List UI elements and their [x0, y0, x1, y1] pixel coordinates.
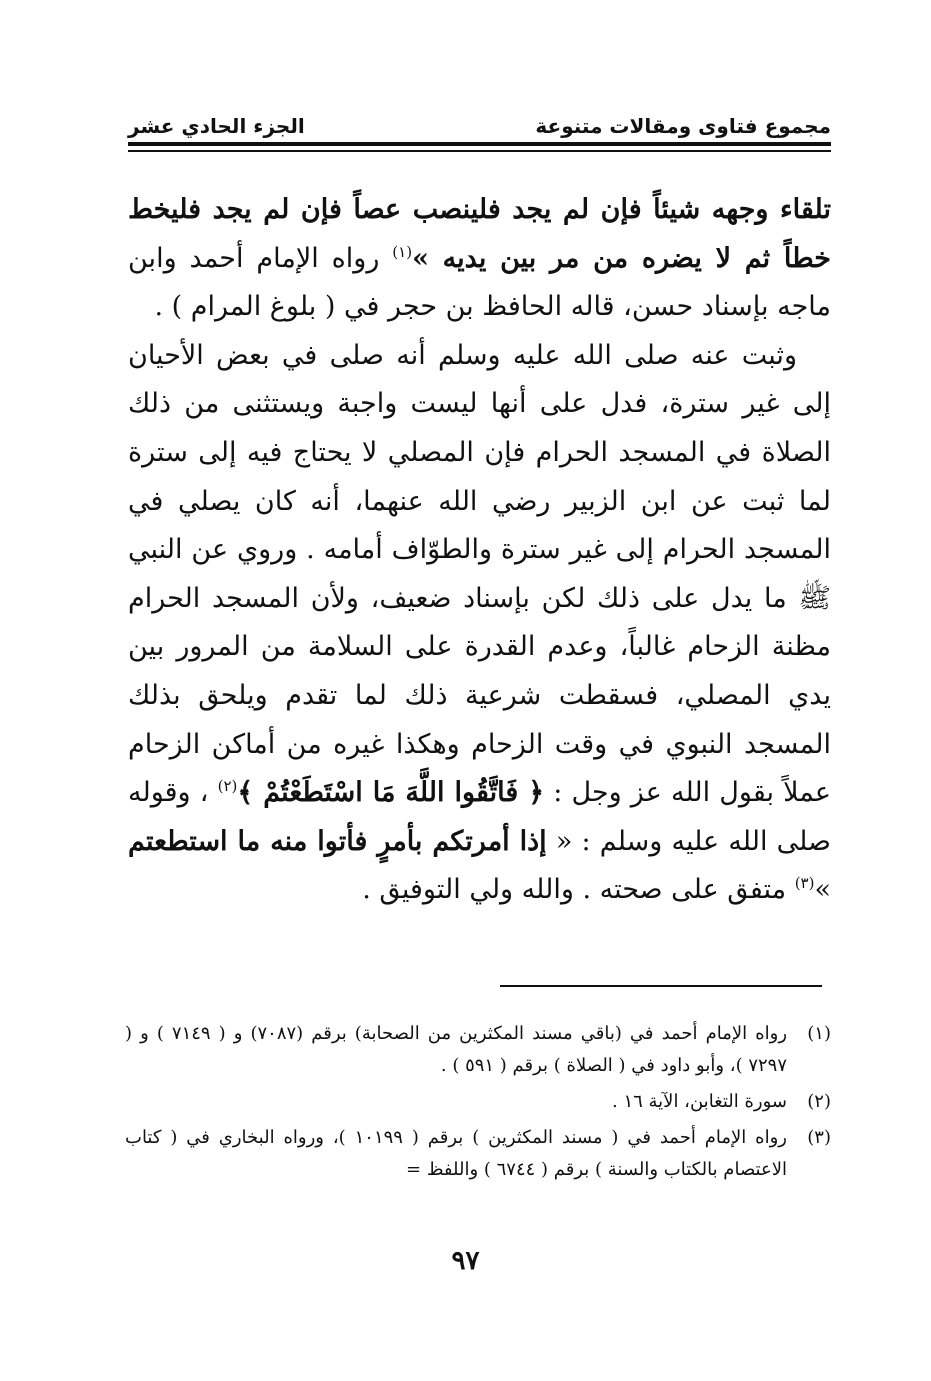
hadith-text-2: إذا أمرتكم بأمرٍ فأتوا منه ما استطعتم [128, 825, 547, 857]
paragraph-1 [128, 186, 831, 332]
main-text [128, 186, 831, 915]
paragraph-2-text-b: ، وقوله صلى الله عليه وسلم : « [128, 777, 831, 857]
footnote-ref-3: (٣) [794, 874, 815, 893]
header-rule-thin [128, 150, 831, 152]
footnote-item [125, 1086, 831, 1118]
footnote-text: رواه الإمام أحمد في ( مسند المكثرين ) برقم ( ١٠١٩٩ )، ورواه البخاري في ( كتاب الاعتصام بالكتاب والسنة ) برقم ( ٦٧٤٤ ) واللفظ = [125, 1127, 787, 1180]
footnote-item [125, 1122, 831, 1186]
paragraph-2-text-a: وثبت عنه صلى الله عليه وسلم أنه صلى في بعض الأحيان إلى غير سترة، فدل على أنها ليست واجبة ويستثنى من ذلك الصلاة في المسجد الحرام فإن المصلي لا يحتاج فيه إلى سترة لما ثبت عن ابن الزبير رضي الله عنهما، أنه كان يصلي في المسجد الحرام إلى غير سترة والطوّاف أمامه . وروي عن النبي ﷺ ما يدل على ذلك لكن بإسناد ضعيف، ولأن المسجد الحرام مظنة الزحام غالباً، وعدم القدرة على السلامة من المرور بين يدي المصلي، فسقطت شرعية ذلك لما تقدم ويلحق بذلك المسجد النبوي في وقت الزحام وهكذا غيره من أماكن الزحام عملاً بقول الله عز وجل : [128, 339, 831, 809]
footnote-item [125, 1018, 831, 1082]
paragraph-2 [128, 332, 831, 915]
footnote-number: (٣) [807, 1127, 831, 1148]
running-header [128, 108, 831, 138]
hadith-text-1: تلقاء وجهه شيئاً فإن لم يجد فلينصب عصاً فإن لم يجد فليخط خطاً ثم لا يضره من مر بين يديه » [128, 194, 831, 274]
footnote-text: سورة التغابن، الآية ١٦ . [612, 1091, 787, 1112]
volume-label: الجزء الحادي عشر [128, 114, 305, 138]
paragraph-1-rest: رواه الإمام أحمد وابن ماجه بإسناد حسن، قاله الحافظ بن حجر في ( بلوغ المرام ) . [128, 242, 831, 323]
footnote-text: رواه الإمام أحمد في (باقي مسند المكثرين من الصحابة) برقم (٧٠٨٧) و ( ٧١٤٩ ) و ( ٧٢٩٧ )، وأبو داود في ( الصلاة ) برقم ( ٥٩١ ) . [125, 1023, 788, 1076]
footnote-ref-1: (١) [392, 242, 413, 261]
page-number: ٩٧ [451, 1246, 480, 1276]
footnote-number: (١) [807, 1023, 831, 1044]
footnote-separator [500, 985, 822, 987]
footnote-number: (٢) [807, 1091, 831, 1112]
header-rule-thick [128, 142, 831, 146]
footnotes [125, 1018, 831, 1190]
paragraph-2-end: متفق على صحته . والله ولي التوفيق . [362, 874, 795, 906]
footnote-ref-2: (٢) [217, 777, 238, 796]
paragraph-2-text-c: » [814, 874, 831, 906]
quran-verse: ﴿ فَاتَّقُوا اللَّهَ مَا اسْتَطَعْتُمْ ﴾ [237, 777, 545, 809]
book-title: مجموع فتاوى ومقالات متنوعة [535, 114, 831, 138]
